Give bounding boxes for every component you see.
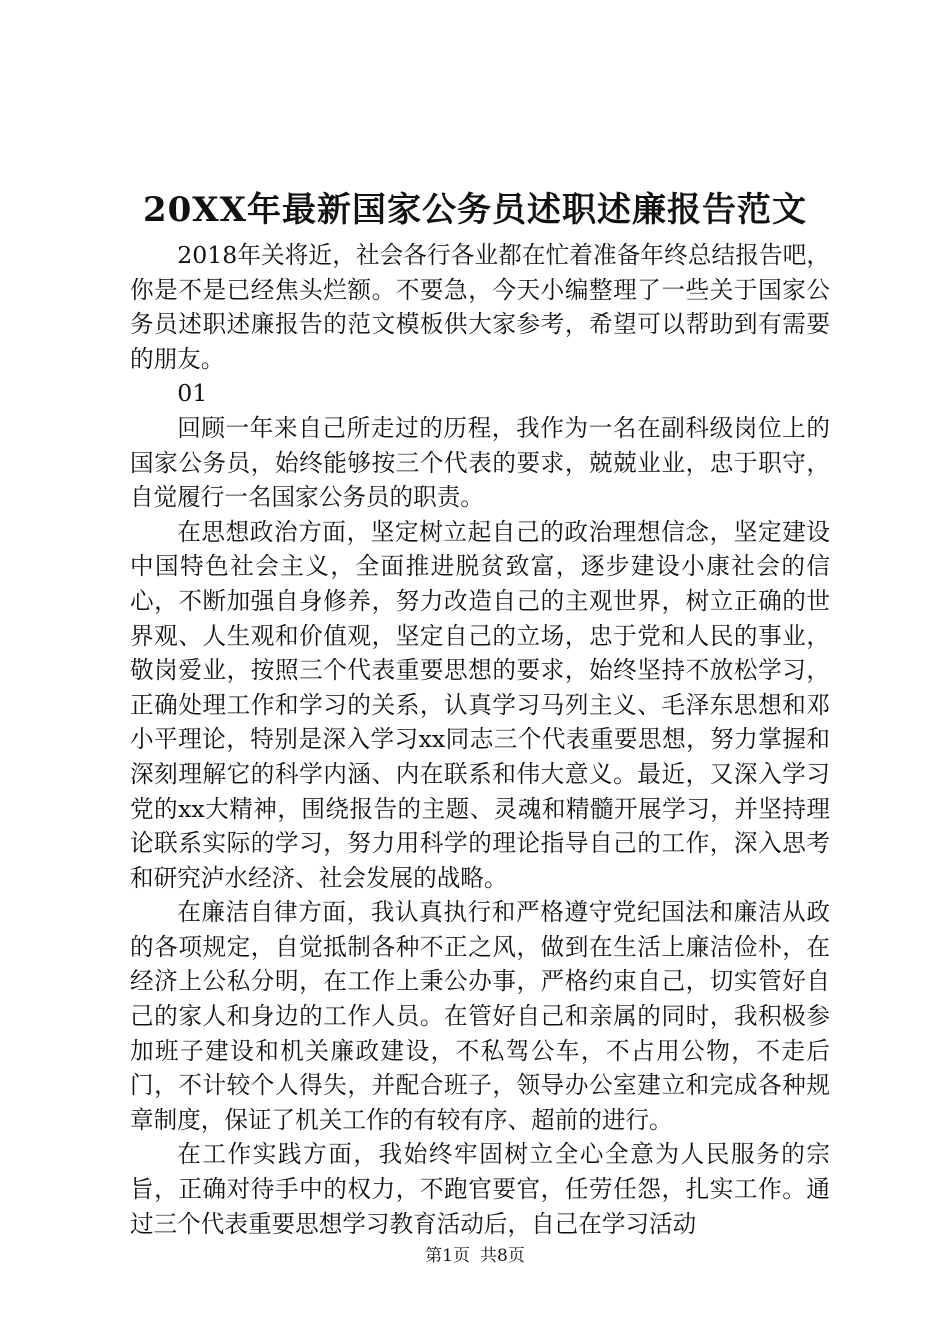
page-total: 共8页	[480, 1246, 525, 1266]
review-paragraph: 回顾一年来自己所走过的历程，我作为一名在副科级岗位上的国家公务员，始终能够按三个代表的要求，兢兢业业，忠于职守，自觉履行一名国家公务员的职责。	[130, 413, 830, 512]
document-body	[130, 238, 830, 1241]
practice-paragraph: 在工作实践方面，我始终牢固树立全心全意为人民服务的宗旨，正确对待手中的权力，不跑官要官，任劳任怨，扎实工作。通过三个代表重要思想学习教育活动后，自己在学习活动	[130, 1140, 830, 1238]
integrity-paragraph: 在廉洁自律方面，我认真执行和严格遵守党纪国法和廉洁从政的各项规定，自觉抵制各种不正之风，做到在生活上廉洁俭朴，在经济上公私分明，在工作上秉公办事，严格约束自己，切实管好自己的家人和身边的工作人员。在管好自己和亲属的同时，我积极参加班子建设和机关廉政建设，不私驾公车，不占用公物，不走后门，不计较个人得失，并配合班子，领导办公室建立和完成各种规章制度，保证了机关工作的有较有序、超前的进行。	[130, 898, 830, 1134]
intro-paragraph: 2018年关将近，社会各行各业都在忙着准备年终总结报告吧，你是不是已经焦头烂额。不要急，今天小编整理了一些关于国家公务员述职述廉报告的范文模板供大家参考，希望可以帮助到有需要的朋友。	[130, 241, 830, 373]
page-footer	[0, 1244, 950, 1268]
document-title: 20XX年最新国家公务员述职述廉报告范文	[142, 190, 808, 230]
political-paragraph: 在思想政治方面，坚定树立起自己的政治理想信念，坚定建设中国特色社会主义，全面推进脱贫致富，逐步建设小康社会的信心，不断加强自身修养，努力改造自己的主观世界，树立正确的世界观、人生观和价值观，坚定自己的立场，忠于党和人民的事业，敬岗爱业，按照三个代表重要思想的要求，始终坚持不放松学习，正确处理工作和学习的关系，认真学习马列主义、毛泽东思想和邓小平理论，特别是深入学习xx同志三个代表重要思想，努力掌握和深刻理解它的科学内涵、内在联系和伟大意义。最近，又深入学习党的xx大精神，围绕报告的主题、灵魂和精髓开展学习，并坚持理论联系实际的学习，努力用科学的理论指导自己的工作，深入思考和研究泸水经济、社会发展的战略。	[130, 517, 830, 892]
page-number: 第1页	[425, 1246, 470, 1266]
section-number: 01	[177, 379, 208, 408]
